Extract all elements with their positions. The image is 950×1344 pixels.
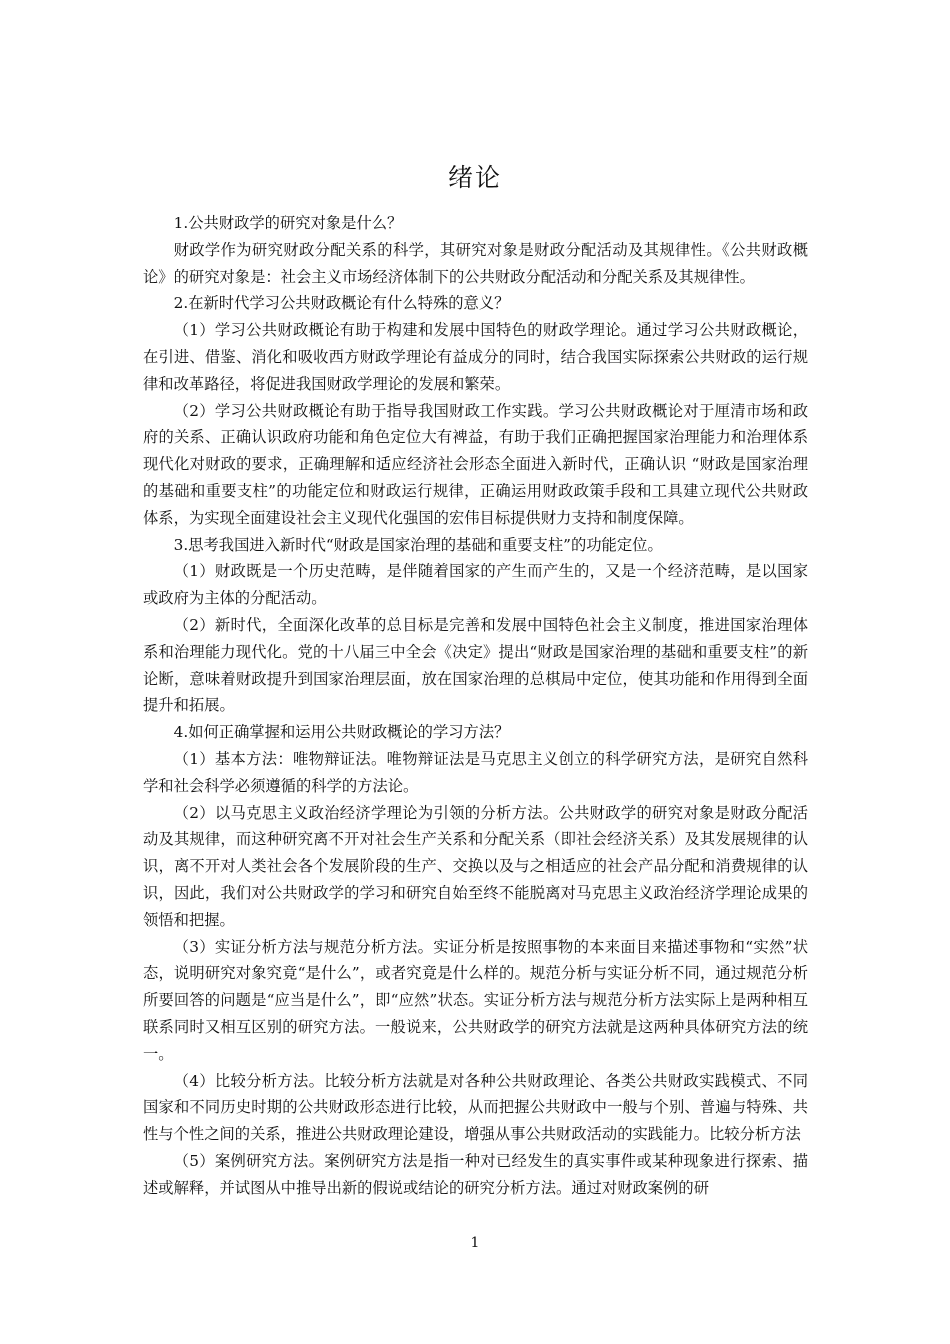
answer-4-point-3: （3）实证分析方法与规范分析方法。实证分析是按照事物的本来面目来描述事物和“实然”状态，说明研究对象究竟“是什么”，或者究竟是什么样的。规范分析与实证分析不同，通过规范分析所要回答的问题是“应当是什么”，即“应然”状态。实证分析方法与规范分析方法实际上是两种相互联系同时又相互区别的研究方法。一般说来，公共财政学的研究方法就是这两种具体研究方法的统一。 <box>143 937 808 1063</box>
document-body <box>143 210 808 1201</box>
answer-4-point-5: （5）案例研究方法。案例研究方法是指一种对已经发生的真实事件或某种现象进行探索、描述或解释，并试图从中推导出新的假说或结论的研究分析方法。通过对财政案例的研 <box>143 1151 808 1197</box>
question-1: 1.公共财政学的研究对象是什么？ <box>173 214 403 232</box>
answer-1: 财政学作为研究财政分配关系的科学，其研究对象是财政分配活动及其规律性。《公共财政概论》的研究对象是：社会主义市场经济体制下的公共财政分配活动和分配关系及其规律性。 <box>143 240 808 286</box>
answer-2-point-1: （1）学习公共财政概论有助于构建和发展中国特色的财政学理论。通过学习公共财政概论，在引进、借鉴、消化和吸收西方财政学理论有益成分的同时，结合我国实际探索公共财政的运行规律和改革路径，将促进我国财政学理论的发展和繁荣。 <box>143 321 808 393</box>
question-4: 4.如何正确掌握和运用公共财政概论的学习方法？ <box>173 723 510 742</box>
answer-4-point-1: （1）基本方法：唯物辩证法。唯物辩证法是马克思主义创立的科学研究方法，是研究自然科学和社会科学必须遵循的科学的方法论。 <box>143 749 808 795</box>
answer-3-point-1: （1）财政既是一个历史范畴，是伴随着国家的产生而产生的，又是一个经济范畴，是以国家或政府为主体的分配活动。 <box>143 562 808 608</box>
page-title: 绪论 <box>447 163 502 192</box>
question-3: 3.思考我国进入新时代“财政是国家治理的基础和重要支柱”的功能定位。 <box>173 535 663 554</box>
answer-3-point-2: （2）新时代，全面深化改革的总目标是完善和发展中国特色社会主义制度，推进国家治理体系和治理能力现代化。党的十八届三中全会《决定》提出“财政是国家治理的基础和重要支柱”的新论断，意味着财政提升到国家治理层面，放在国家治理的总棋局中定位，使其功能和作用得到全面提升和拓展。 <box>143 615 808 715</box>
question-2: 2.在新时代学习公共财政概论有什么特殊的意义？ <box>173 294 510 313</box>
page-number: 1 <box>470 1235 480 1251</box>
answer-4-point-2: （2）以马克思主义政治经济学理论为引领的分析方法。公共财政学的研究对象是财政分配活动及其规律，而这种研究离不开对社会生产关系和分配关系（即社会经济关系）及其发展规律的认识，离不开对人类社会各个发展阶段的生产、交换以及与之相适应的社会产品分配和消费规律的认识，因此，我们对公共财政学的学习和研究自始至终不能脱离对马克思主义政治经济学理论成果的领悟和把握。 <box>143 803 808 929</box>
answer-4-point-4: （4）比较分析方法。比较分析方法就是对各种公共财政理论、各类公共财政实践模式、不同国家和不同历史时期的公共财政形态进行比较，从而把握公共财政中一般与个别、普遍与特殊、共性与个性之间的关系，推进公共财政理论建设，增强从事公共财政活动的实践能力。比较分析方法 <box>143 1071 808 1144</box>
answer-2-point-2: （2）学习公共财政概论有助于指导我国财政工作实践。学习公共财政概论对于厘清市场和政府的关系、正确认识政府功能和角色定位大有裨益，有助于我们正确把握国家治理能力和治理体系现代化对财政的要求，正确理解和适应经济社会形态全面进入新时代，正确认识 “财政是国家治理的基础和重要支柱”的功能定位和财政运行规律，正确运用财政政策手段和工具建立现代公共财政体系，为实现全面建设社会主义现代化强国的宏伟目标提供财力支持和制度保障。 <box>143 401 808 527</box>
